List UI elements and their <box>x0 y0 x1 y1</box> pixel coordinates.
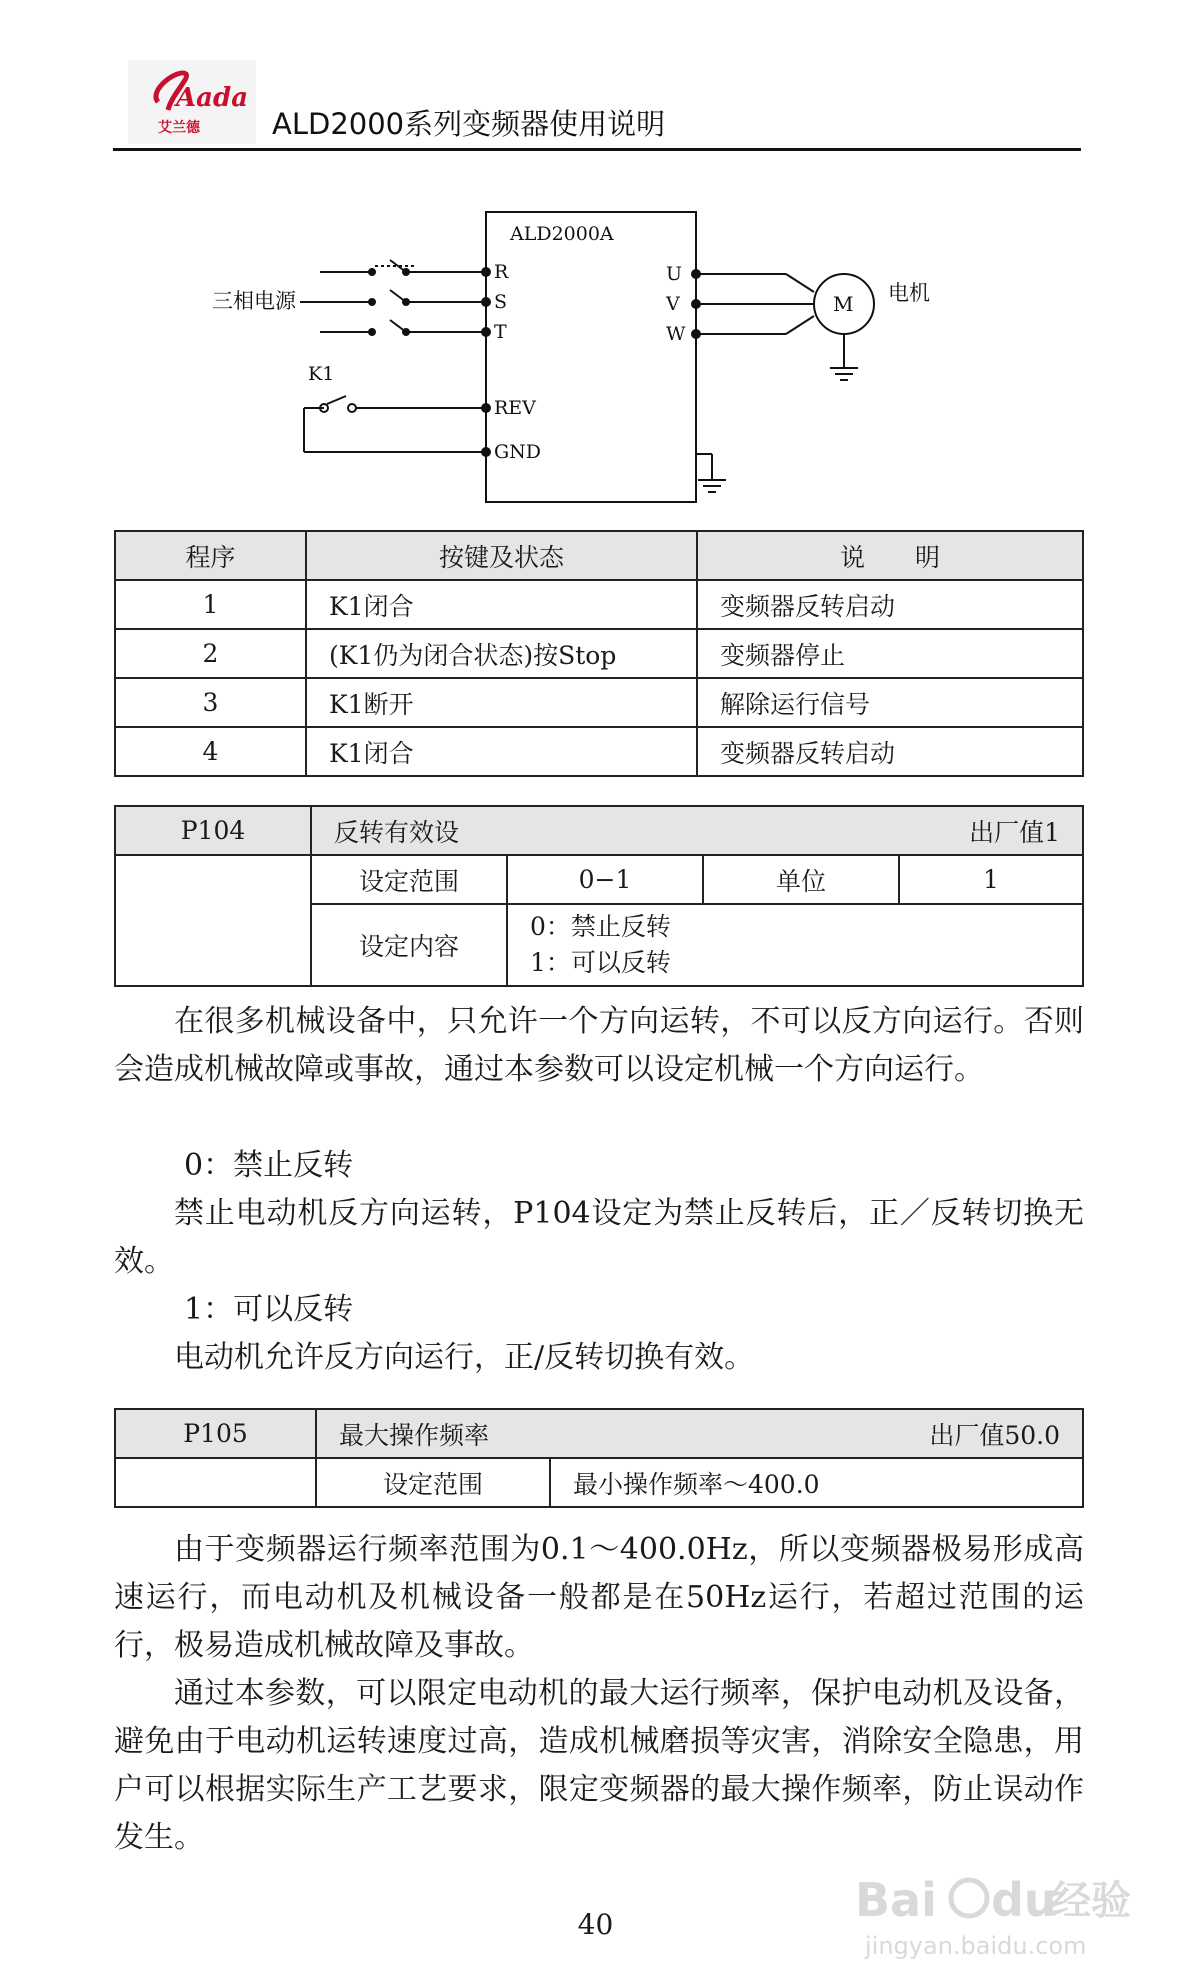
table-row <box>115 678 1083 727</box>
paragraph: 由于变频器运行频率范围为0.1～400.0Hz，所以变频器极易形成高速运行，而电动机及机械设备一般都是在50Hz运行，若超过范围的运行，极易造成机械故障及事故。 <box>114 1532 1084 1663</box>
step-number: 2 <box>115 629 306 678</box>
header-step: 程序 <box>115 531 306 580</box>
key-state: (K1仍为闭合状态)按Stop <box>306 629 697 678</box>
key-state: K1闭合 <box>306 580 697 629</box>
content-label: 设定内容 <box>311 904 507 986</box>
baidu-watermark <box>855 1858 1155 1968</box>
page-number: 40 <box>577 1908 614 1941</box>
content-option-1: 1：可以反转 <box>530 948 671 977</box>
param-code: P104 <box>115 806 311 855</box>
param-name: 反转有效设 <box>334 817 460 847</box>
content-values <box>507 904 1083 986</box>
step-number: 1 <box>115 580 306 629</box>
table-row <box>115 580 1083 629</box>
watermark-url: jingyan.baidu.com <box>865 1932 1087 1960</box>
header-description: 说 明 <box>697 531 1083 580</box>
table-row <box>115 727 1083 776</box>
power-label: 三相电源 <box>212 289 296 313</box>
power-lines <box>300 260 490 336</box>
content-option-0: 0：禁止反转 <box>530 912 671 941</box>
watermark-brand: Bai <box>855 1873 937 1927</box>
key-state: K1断开 <box>306 678 697 727</box>
table-row <box>115 629 1083 678</box>
motor-m: M <box>833 292 854 316</box>
key-state: K1闭合 <box>306 727 697 776</box>
switch-k1-label: K1 <box>308 363 335 385</box>
terminal-rev: REV <box>494 397 536 419</box>
step-number: 3 <box>115 678 306 727</box>
param-p105-table <box>114 1408 1084 1508</box>
step-description: 变频器反转启动 <box>697 727 1083 776</box>
terminal-gnd: GND <box>494 441 542 463</box>
terminal-w: W <box>666 323 686 345</box>
terminal-t: T <box>494 321 507 343</box>
paragraph: 电动机允许反方向运行，正/反转切换有效。 <box>174 1340 755 1375</box>
paw-icon <box>951 1880 987 1916</box>
param-code: P105 <box>115 1409 316 1458</box>
watermark-brand-2: du <box>991 1873 1057 1927</box>
terminal-v: V <box>666 293 680 315</box>
option-heading: 1：可以反转 <box>184 1292 354 1327</box>
param-title-cell <box>316 1409 1083 1458</box>
terminal-s: S <box>494 291 508 313</box>
step-number: 4 <box>115 727 306 776</box>
watermark-suffix: 经验 <box>1051 1878 1131 1924</box>
empty-cell <box>115 855 311 986</box>
step-description: 变频器停止 <box>697 629 1083 678</box>
param-name: 最大操作频率 <box>339 1420 490 1450</box>
paragraph: 禁止电动机反方向运转，P104设定为禁止反转后，正／反转切换无效。 <box>114 1196 1084 1279</box>
motor-label: 电机 <box>888 281 930 305</box>
terminal-r: R <box>494 261 509 283</box>
device-label: ALD2000A <box>510 223 614 245</box>
motor-lines <box>692 270 814 338</box>
range-value: 0−1 <box>507 855 703 904</box>
range-label: 设定范围 <box>311 855 507 904</box>
empty-cell <box>115 1458 316 1507</box>
param-default: 出厂值1 <box>969 817 1060 847</box>
range-value: 最小操作频率～400.0 <box>550 1458 1083 1507</box>
document-title: ALD2000系列变频器使用说明 <box>272 107 666 141</box>
header-keys: 按键及状态 <box>306 531 697 580</box>
brand-logo <box>128 60 256 144</box>
param-title-cell <box>311 806 1083 855</box>
param-default: 出厂值50.0 <box>929 1420 1060 1450</box>
paragraph: 通过本参数，可以限定电动机的最大运行频率，保护电动机及设备，避免由于电动机运转速度过高，造成机械磨损等灾害，消除安全隐患，用户可以根据实际生产工艺要求，限定变频器的最大操作频率，防止误动作发生。 <box>114 1676 1084 1855</box>
header-divider <box>113 148 1081 151</box>
logo-subtext: 艾兰德 <box>158 120 200 136</box>
terminal-u: U <box>666 263 683 285</box>
logo-text: Aada <box>176 83 249 113</box>
procedure-table <box>114 530 1084 777</box>
step-description: 解除运行信号 <box>697 678 1083 727</box>
step-description: 变频器反转启动 <box>697 580 1083 629</box>
table-header-row <box>115 531 1083 580</box>
wiring-diagram <box>200 200 930 510</box>
range-label: 设定范围 <box>316 1458 550 1507</box>
paragraph: 在很多机械设备中，只允许一个方向运转，不可以反方向运行。否则会造成机械故障或事故，通过本参数可以设定机械一个方向运行。 <box>114 1004 1084 1087</box>
unit-value: 1 <box>899 855 1083 904</box>
param-p104-table <box>114 805 1084 987</box>
unit-label: 单位 <box>703 855 899 904</box>
option-heading: 0：禁止反转 <box>184 1148 354 1183</box>
